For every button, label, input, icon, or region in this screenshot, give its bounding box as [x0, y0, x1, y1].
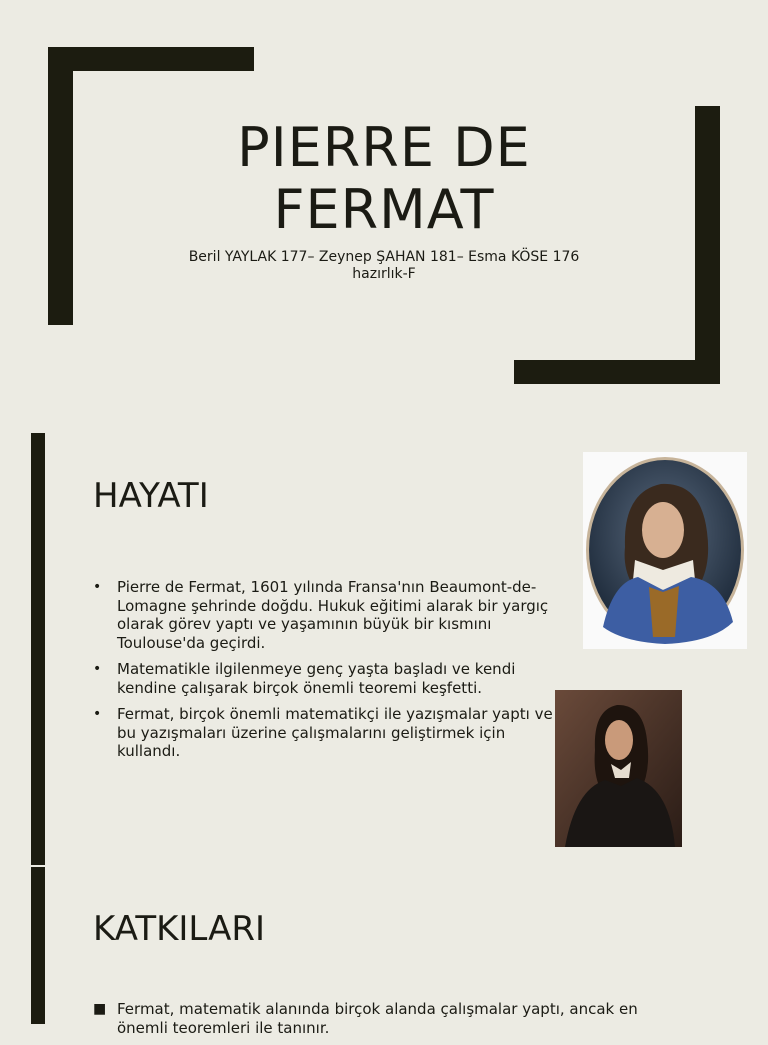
subtitle-class: hazırlık-F [352, 266, 416, 282]
section-heading-hayati: HAYATI [93, 476, 209, 516]
list-item [93, 1000, 693, 1037]
portrait-painting-image [555, 690, 682, 847]
bullet-dot: • [93, 706, 102, 722]
list-item [93, 705, 568, 761]
portrait-oval-image [583, 452, 747, 649]
list-item [93, 578, 568, 652]
title-line-1: PIERRE DE [237, 116, 531, 179]
bullet-square: ■ [93, 1001, 107, 1017]
bullet-text: Pierre de Fermat, 1601 yılında Fransa'nın Beaumont-de-Lomagne şehrinde doğdu. Hukuk eğitimi alarak bir yargıç olarak görev yaptı ve yaşamının büyük bir kısmını Toulouse'da geçirdi. [117, 578, 549, 652]
subtitle-authors: Beril YAYLAK 177– Zeynep ŞAHAN 181– Esma KÖSE 176 [188, 249, 580, 265]
frame-bar-bottom-right [514, 360, 720, 384]
slide-accent-bar [31, 867, 45, 1024]
subtitle [0, 249, 768, 283]
bullet-text: Matematikle ilgilenmeye genç yaşta başladı ve kendi kendine çalışarak birçok önemli teoremi keşfetti. [117, 660, 516, 697]
bullet-list-hayati [93, 578, 568, 769]
list-item [93, 660, 568, 697]
bullet-text: Fermat, matematik alanında birçok alanda çalışmalar yaptı, ancak en önemli teoremleri ile tanınır. [117, 1000, 638, 1037]
bullet-dot: • [93, 579, 102, 595]
section-heading-katkilari: KATKILARI [93, 909, 266, 949]
title-line-2: FERMAT [273, 178, 495, 241]
bullet-text: Fermat, birçok önemli matematikçi ile yazışmalar yaptı ve bu yazışmaları üzerine çalışmalarını geliştirmek için kullandı. [117, 705, 553, 760]
bullet-dot: • [93, 661, 102, 677]
frame-bar-top-left [48, 47, 254, 71]
page-title [0, 117, 768, 241]
slide-accent-bar [31, 433, 45, 865]
bullet-list-katkilari [93, 1000, 693, 1045]
